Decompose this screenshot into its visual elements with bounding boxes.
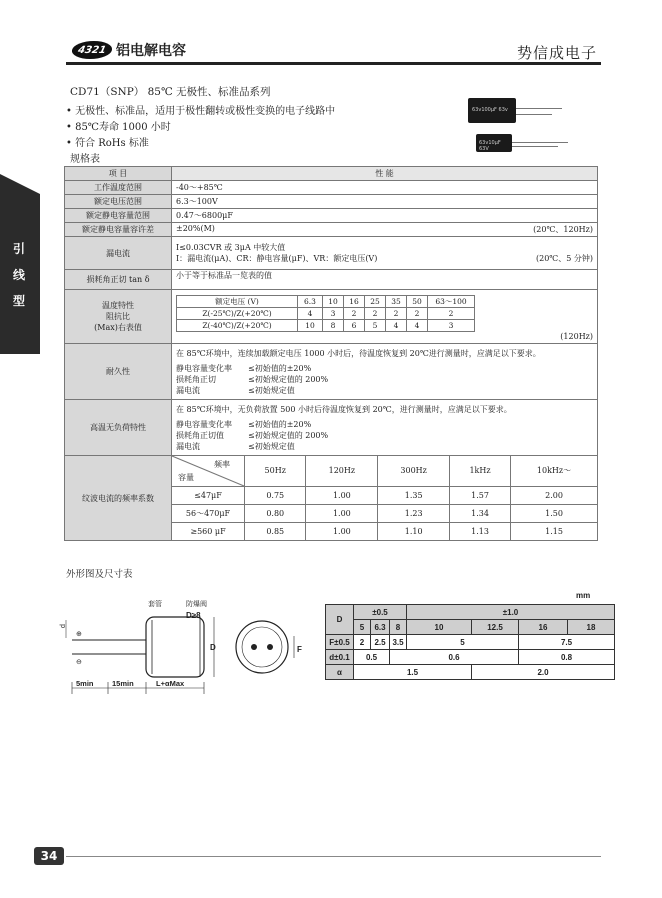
footer-rule (66, 856, 601, 857)
criterion-name: 漏电流 (176, 385, 200, 395)
brand-header (72, 40, 186, 60)
sub-cell: 4 (386, 320, 407, 332)
feature-bullet: • 符合 RoHs 标准 (66, 138, 149, 149)
unit-label: mm (576, 591, 591, 600)
sub-cell: 4 (407, 320, 428, 332)
sub-table-row (172, 504, 597, 522)
sub-cell: 额定电压 (V) (177, 296, 298, 308)
header-rule (66, 62, 601, 65)
factor-cell: 1.00 (306, 486, 378, 504)
factor-cell: 1.00 (306, 504, 378, 522)
row-label (65, 290, 172, 344)
dim-cell: 2 (354, 635, 371, 650)
sub-table-row (172, 522, 597, 540)
lead-diameter-label: d (60, 624, 67, 628)
size-cell: 18 (568, 620, 615, 635)
criterion-name: 损耗角正切值 (176, 430, 224, 440)
table-row (65, 400, 598, 456)
size-cell: 6.3 (371, 620, 390, 635)
table-row (65, 223, 598, 237)
dim-cell: 2.5 (371, 635, 390, 650)
table-row (65, 270, 598, 290)
dimension-row (326, 605, 615, 620)
leakage-formula: I≤0.03CVR 或 3μA 中较大值 (176, 243, 286, 252)
side-tab-char: 线 (12, 268, 25, 282)
sub-cell: 3 (323, 308, 344, 320)
label-line: (Max)右表值 (94, 323, 142, 332)
size-cell: 5 (354, 620, 371, 635)
dim-cell: 3.5 (390, 635, 407, 650)
dimension-row (326, 620, 615, 635)
criterion-value: ≤初始规定值的 200% (248, 430, 329, 440)
criterion-name: 静电容量变化率 (176, 363, 232, 373)
logo-text: 4321 (76, 44, 108, 56)
page-number: 34 (34, 847, 64, 865)
row-label: 漏电流 (65, 237, 172, 270)
company-name: 势信成电子 (516, 44, 597, 62)
factor-cell: 1.57 (450, 486, 511, 504)
capacitor-marking: 63v100μF 63v (472, 107, 508, 113)
shelf-intro: 在 85℃环境中，无负荷放置 500 小时后待温度恢复到 20℃，进行测量时，应满足以下要求。 (176, 404, 512, 414)
condition-note: (20℃、5 分钟) (535, 254, 593, 263)
row-value (172, 344, 598, 400)
sub-cell: 2 (344, 308, 365, 320)
factor-cell: 1.00 (306, 522, 378, 540)
row-label: 高温无负荷特性 (65, 400, 172, 456)
sub-cell: 10 (323, 296, 344, 308)
dim-cell: 1.5 (354, 665, 472, 680)
sub-cell: 2 (386, 308, 407, 320)
row-value (172, 237, 598, 270)
feature-bullet: • 无极性、标准品，适用于极性翻转或极性变换的电子线路中 (66, 106, 336, 117)
sub-cell: 3 (428, 320, 475, 332)
row-label: 纹波电流的频率系数 (65, 456, 172, 541)
table-row (65, 290, 598, 344)
leakage-legend: I：漏电流(μA)、CR：静电容量(μF)、VR：额定电压(V) (176, 254, 378, 263)
outline-drawing (62, 592, 320, 707)
product-photo (468, 88, 578, 158)
dim-cell: 0.8 (519, 650, 615, 665)
criterion-value: ≤初始规定值 (248, 385, 295, 395)
frequency-header: 120Hz (306, 456, 378, 486)
dim-cell: 2.0 (472, 665, 615, 680)
sub-cell: 2 (428, 308, 475, 320)
frequency-header: 1kHz (450, 456, 511, 486)
sub-cell: 5 (365, 320, 386, 332)
sub-cell: 50 (407, 296, 428, 308)
capacitor-marking: 63v10μF 63V (479, 140, 501, 152)
capacitance-range: ≤47μF (172, 486, 245, 504)
row-value: 6.3～100V (172, 195, 598, 209)
feature-bullet: • 85℃寿命 1000 小时 (66, 122, 171, 133)
frequency-header: 50Hz (245, 456, 306, 486)
sub-cell: 6.3 (298, 296, 323, 308)
criterion-value: ≤初始值的±20% (248, 419, 312, 429)
sub-cell: 35 (386, 296, 407, 308)
factor-cell: 1.35 (378, 486, 450, 504)
durability-intro: 在 85℃环境中，连续加载额定电压 1000 小时后，待温度恢复到 20℃进行测量时，应满足以下要求。 (176, 348, 541, 358)
ripple-factor-table (172, 456, 597, 540)
corner-label: 容量 (178, 472, 194, 482)
corner-cell (172, 456, 245, 486)
factor-cell: 1.13 (450, 522, 511, 540)
row-label: 额定静电容量范围 (65, 209, 172, 223)
condition-note: (120Hz) (560, 332, 593, 341)
factor-cell: 0.80 (245, 504, 306, 522)
row-label: 耐久性 (65, 344, 172, 400)
size-cell: 8 (390, 620, 407, 635)
dim-cell: 7.5 (519, 635, 615, 650)
row-value (172, 290, 598, 344)
tolerance-header: ±0.5 (354, 605, 407, 620)
row-value: -40～+85℃ (172, 181, 598, 195)
lead-min-5-label: 5min (76, 679, 94, 688)
row-value (172, 223, 598, 237)
vent-condition-label: D≥8 (186, 611, 201, 620)
label-line: 阻抗比 (106, 312, 130, 321)
row-value: 0.47～6800μF (172, 209, 598, 223)
sub-cell: 63～100 (428, 296, 475, 308)
svg-text:⊖: ⊖ (76, 659, 82, 666)
spec-table (64, 166, 598, 541)
size-cell: 12.5 (472, 620, 519, 635)
factor-cell: 1.10 (378, 522, 450, 540)
frequency-header: 10kHz～ (511, 456, 597, 486)
row-label: 损耗角正切 tan δ (65, 270, 172, 290)
factor-cell: 1.50 (511, 504, 597, 522)
capacitance-range: ≥560 μF (172, 522, 245, 540)
factor-cell: 1.15 (511, 522, 597, 540)
sub-table-row (177, 296, 475, 308)
sub-cell: 16 (344, 296, 365, 308)
sleeve-label: 套管 (148, 601, 162, 608)
sub-cell: 4 (298, 308, 323, 320)
sub-table-row (172, 456, 597, 486)
svg-text:⊕: ⊕ (76, 631, 82, 638)
table-header-row (65, 167, 598, 181)
criterion-value: ≤初始值的±20% (248, 363, 312, 373)
series-title: CD71（SNP） 85℃ 无极性、标准品系列 (70, 86, 271, 98)
body-diameter-label: D (210, 643, 216, 652)
criterion-value: ≤初始规定值 (248, 441, 295, 451)
size-cell: 10 (407, 620, 472, 635)
tolerance-header: ±1.0 (407, 605, 615, 620)
row-value (172, 456, 598, 541)
table-row (65, 237, 598, 270)
dimension-row (326, 665, 615, 680)
corner-label: 频率 (214, 460, 230, 469)
dim-row-label: α (326, 665, 354, 680)
row-label: 额定静电容量容许差 (65, 223, 172, 237)
table-row (65, 209, 598, 223)
header-item: 项 目 (65, 167, 172, 181)
factor-cell: 1.23 (378, 504, 450, 522)
dim-row-label: F±0.5 (326, 635, 354, 650)
vent-label: 防爆阀 (186, 601, 207, 608)
brand-logo (70, 41, 114, 59)
dim-cell: 0.5 (354, 650, 390, 665)
sub-cell: Z(-40℃)/Z(+20℃) (177, 320, 298, 332)
capacitor-large (468, 98, 516, 123)
criterion-name: 静电容量变化率 (176, 419, 232, 429)
row-value: 小于等于标准品一览表的值 (172, 270, 598, 290)
side-tab-char: 型 (12, 294, 25, 308)
criterion-name: 漏电流 (176, 441, 200, 451)
size-cell: 16 (519, 620, 568, 635)
sub-cell: 6 (344, 320, 365, 332)
spec-table-title: 规格表 (70, 154, 100, 165)
capacitor-small (476, 134, 512, 152)
tolerance-value: ±20%(M) (176, 224, 215, 233)
table-row (65, 195, 598, 209)
row-value (172, 400, 598, 456)
dim-cell: 0.6 (390, 650, 519, 665)
capacitance-range: 56～470μF (172, 504, 245, 522)
dim-row-label: d±0.1 (326, 650, 354, 665)
table-row (65, 181, 598, 195)
dim-row-label: D (326, 605, 354, 635)
dimension-table (325, 604, 615, 680)
frequency-header: 300Hz (378, 456, 450, 486)
sub-cell: Z(-25℃)/Z(+20℃) (177, 308, 298, 320)
label-line: 温度特性 (102, 301, 134, 310)
sub-table-row (172, 486, 597, 504)
body-length-label: L+αMax (156, 679, 185, 688)
factor-cell: 2.00 (511, 486, 597, 504)
table-row (65, 456, 598, 541)
criterion-name: 损耗角正切 (176, 374, 216, 384)
side-tab-char: 引 (12, 242, 25, 256)
sub-table-row (177, 320, 475, 332)
table-row (65, 344, 598, 400)
factor-cell: 1.34 (450, 504, 511, 522)
sub-cell: 2 (407, 308, 428, 320)
dimensions-title: 外形图及尺寸表 (66, 569, 133, 580)
dimension-row (326, 635, 615, 650)
sub-cell: 10 (298, 320, 323, 332)
sub-cell: 25 (365, 296, 386, 308)
condition-note: (20℃、120Hz) (533, 225, 593, 234)
sub-table-row (177, 308, 475, 320)
dim-cell: 5 (407, 635, 519, 650)
factor-cell: 0.85 (245, 522, 306, 540)
header-performance: 性 能 (172, 167, 598, 181)
brand-title: 铝电解电容 (116, 43, 186, 59)
lead-min-15-label: 15min (112, 679, 134, 688)
sub-cell: 2 (365, 308, 386, 320)
dimension-row (326, 650, 615, 665)
row-label: 额定电压范围 (65, 195, 172, 209)
factor-cell: 0.75 (245, 486, 306, 504)
row-label: 工作温度范围 (65, 181, 172, 195)
criterion-value: ≤初始规定值的 200% (248, 374, 329, 384)
sub-cell: 8 (323, 320, 344, 332)
impedance-ratio-table (176, 295, 475, 332)
lead-spacing-label: F (297, 645, 302, 654)
side-tab-label (10, 236, 28, 314)
